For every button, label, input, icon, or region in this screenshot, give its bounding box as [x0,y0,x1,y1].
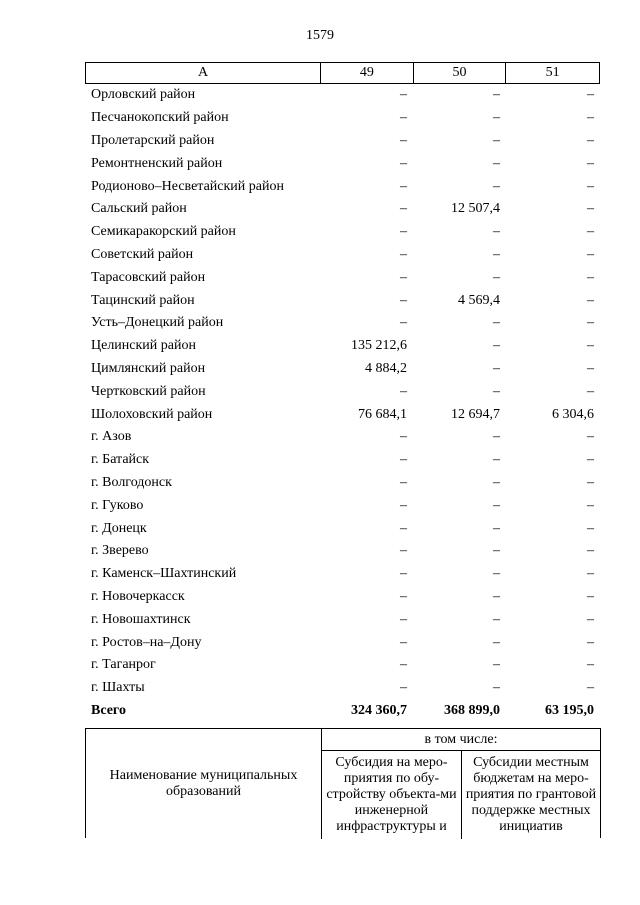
value-51: – [587,520,594,536]
value-51: – [587,338,594,354]
value-50: – [493,657,500,673]
value-49: – [400,680,407,696]
value-49: – [400,178,407,194]
municipality-name: Песчанокопский район [91,110,229,126]
value-51: – [587,269,594,285]
subsidy-grant-header: Субсидии местным бюджетам на меро-приятия по грантовой поддержке местных инициатив [461,751,600,839]
page-number: 1579 [306,28,334,43]
value-49: – [400,292,407,308]
value-50: – [493,634,500,650]
value-49: – [400,566,407,582]
value-50: – [493,132,500,148]
header-col-50: 50 [413,63,506,83]
header-col-51: 51 [505,63,599,83]
municipality-name: Цимлянский район [91,360,206,376]
table-row [85,312,600,335]
municipality-name: Пролетарский район [91,132,215,148]
value-49: – [400,132,407,148]
table-row [85,472,600,495]
value-51: – [587,360,594,376]
value-51: – [587,429,594,445]
municipality-name: г. Новочеркасск [91,588,185,604]
value-49: – [400,155,407,171]
value-50: – [493,588,500,604]
municipality-name: г. Донецк [91,520,147,536]
value-51: – [587,292,594,308]
value-50: – [493,110,500,126]
value-50: – [493,269,500,285]
value-49: – [400,201,407,217]
value-51: – [587,588,594,604]
total-row [85,700,600,723]
value-50: – [493,178,500,194]
municipality-name: Чертковский район [91,383,206,399]
municipality-name: Целинский район [91,338,196,354]
municipality-name: Тацинский район [91,292,195,308]
table-row [85,517,600,540]
table-row [85,654,600,677]
value-50: – [493,452,500,468]
table-row [85,335,600,358]
table-row [85,586,600,609]
table-row [85,380,600,403]
municipality-name: Семикаракорский район [91,224,236,240]
value-50: – [493,520,500,536]
value-50: – [493,566,500,582]
value-50: – [493,315,500,331]
table-row [85,289,600,312]
municipality-name: г. Новошахтинск [91,611,191,627]
value-51: – [587,611,594,627]
value-49: – [400,520,407,536]
table-row [85,244,600,267]
value-51: – [587,87,594,103]
including-header: в том числе: [321,729,600,751]
table-row [85,198,600,221]
value-49: – [400,611,407,627]
value-51: – [587,224,594,240]
municipality-name: г. Шахты [91,680,145,696]
header-col-a: А [197,65,209,80]
municipality-name: Усть–Донецкий район [91,315,224,331]
value-50: – [493,429,500,445]
value-49: – [400,87,407,103]
municipality-name: Орловский район [91,87,196,103]
table-body [85,84,600,700]
value-49: – [400,224,407,240]
value-50: – [493,224,500,240]
value-50: – [493,155,500,171]
table-header [85,62,600,84]
municipality-name: Сальский район [91,201,187,217]
table-row [85,677,600,700]
value-51: – [587,497,594,513]
value-51: – [587,246,594,262]
table-row [85,107,600,130]
header-col-49: 49 [320,63,413,83]
table-row [85,426,600,449]
municipality-name: г. Волгодонск [91,474,172,490]
value-51: – [587,315,594,331]
municipality-name: г. Каменск–Шахтинский [91,566,237,582]
value-51: – [587,132,594,148]
total-value-49: 324 360,7 [351,702,407,718]
value-50: 4 569,4 [458,292,500,308]
municipality-name: г. Азов [91,429,132,445]
table-row [85,494,600,517]
value-51: – [587,680,594,696]
value-49: – [400,497,407,513]
table-row [85,175,600,198]
value-49: – [400,383,407,399]
value-51: – [587,657,594,673]
value-49: 76 684,1 [358,406,407,422]
table-row [85,152,600,175]
value-49: – [400,588,407,604]
value-49: – [400,110,407,126]
value-49: – [400,246,407,262]
value-49: – [400,452,407,468]
value-50: – [493,611,500,627]
total-value-50: 368 899,0 [444,702,500,718]
table-row [85,266,600,289]
value-49: – [400,634,407,650]
municipality-name: Советский район [91,246,194,262]
table-row [85,563,600,586]
value-51: – [587,543,594,559]
value-50: – [493,474,500,490]
municipality-name-header: Наименование муниципальных образований [109,768,298,799]
value-50: 12 694,7 [451,406,500,422]
value-51: – [587,201,594,217]
table-row [85,221,600,244]
table-row [85,403,600,426]
value-50: – [493,338,500,354]
value-50: – [493,543,500,559]
next-table-header [85,728,601,838]
value-50: 12 507,4 [451,201,500,217]
value-49: 4 884,2 [365,360,407,376]
value-50: – [493,246,500,262]
municipality-name: Родионово–Несветайский район [91,178,284,194]
value-50: – [493,383,500,399]
value-49: – [400,269,407,285]
data-table [85,62,600,722]
value-51: – [587,110,594,126]
value-49: – [400,315,407,331]
total-value-51: 63 195,0 [545,702,594,718]
subsidy-infrastructure-header: Субсидия на меро-приятия по обу-стройству объекта-ми инженерной инфраструктуры и [321,751,461,839]
table-row [85,130,600,153]
value-49: – [400,657,407,673]
value-51: – [587,383,594,399]
municipality-name: г. Гуково [91,497,144,513]
municipality-name: г. Ростов–на–Дону [91,634,202,650]
table-row [85,540,600,563]
municipality-name: г. Зверево [91,543,149,559]
value-50: – [493,87,500,103]
municipality-name: Ремонтненский район [91,155,223,171]
table-row [85,608,600,631]
municipality-name: Шолоховский район [91,406,213,422]
value-50: – [493,360,500,376]
table-row [85,358,600,381]
value-49: – [400,543,407,559]
value-51: – [587,178,594,194]
value-51: – [587,474,594,490]
value-51: 6 304,6 [552,406,594,422]
table-row [85,84,600,107]
value-49: 135 212,6 [351,338,407,354]
value-50: – [493,680,500,696]
value-50: – [493,497,500,513]
municipality-name: Тарасовский район [91,269,206,285]
table-row [85,449,600,472]
value-49: – [400,429,407,445]
municipality-name: г. Батайск [91,452,150,468]
value-51: – [587,634,594,650]
value-51: – [587,155,594,171]
value-51: – [587,452,594,468]
total-label: Всего [91,702,126,718]
municipality-name: г. Таганрог [91,657,156,673]
value-49: – [400,474,407,490]
value-51: – [587,566,594,582]
table-row [85,631,600,654]
